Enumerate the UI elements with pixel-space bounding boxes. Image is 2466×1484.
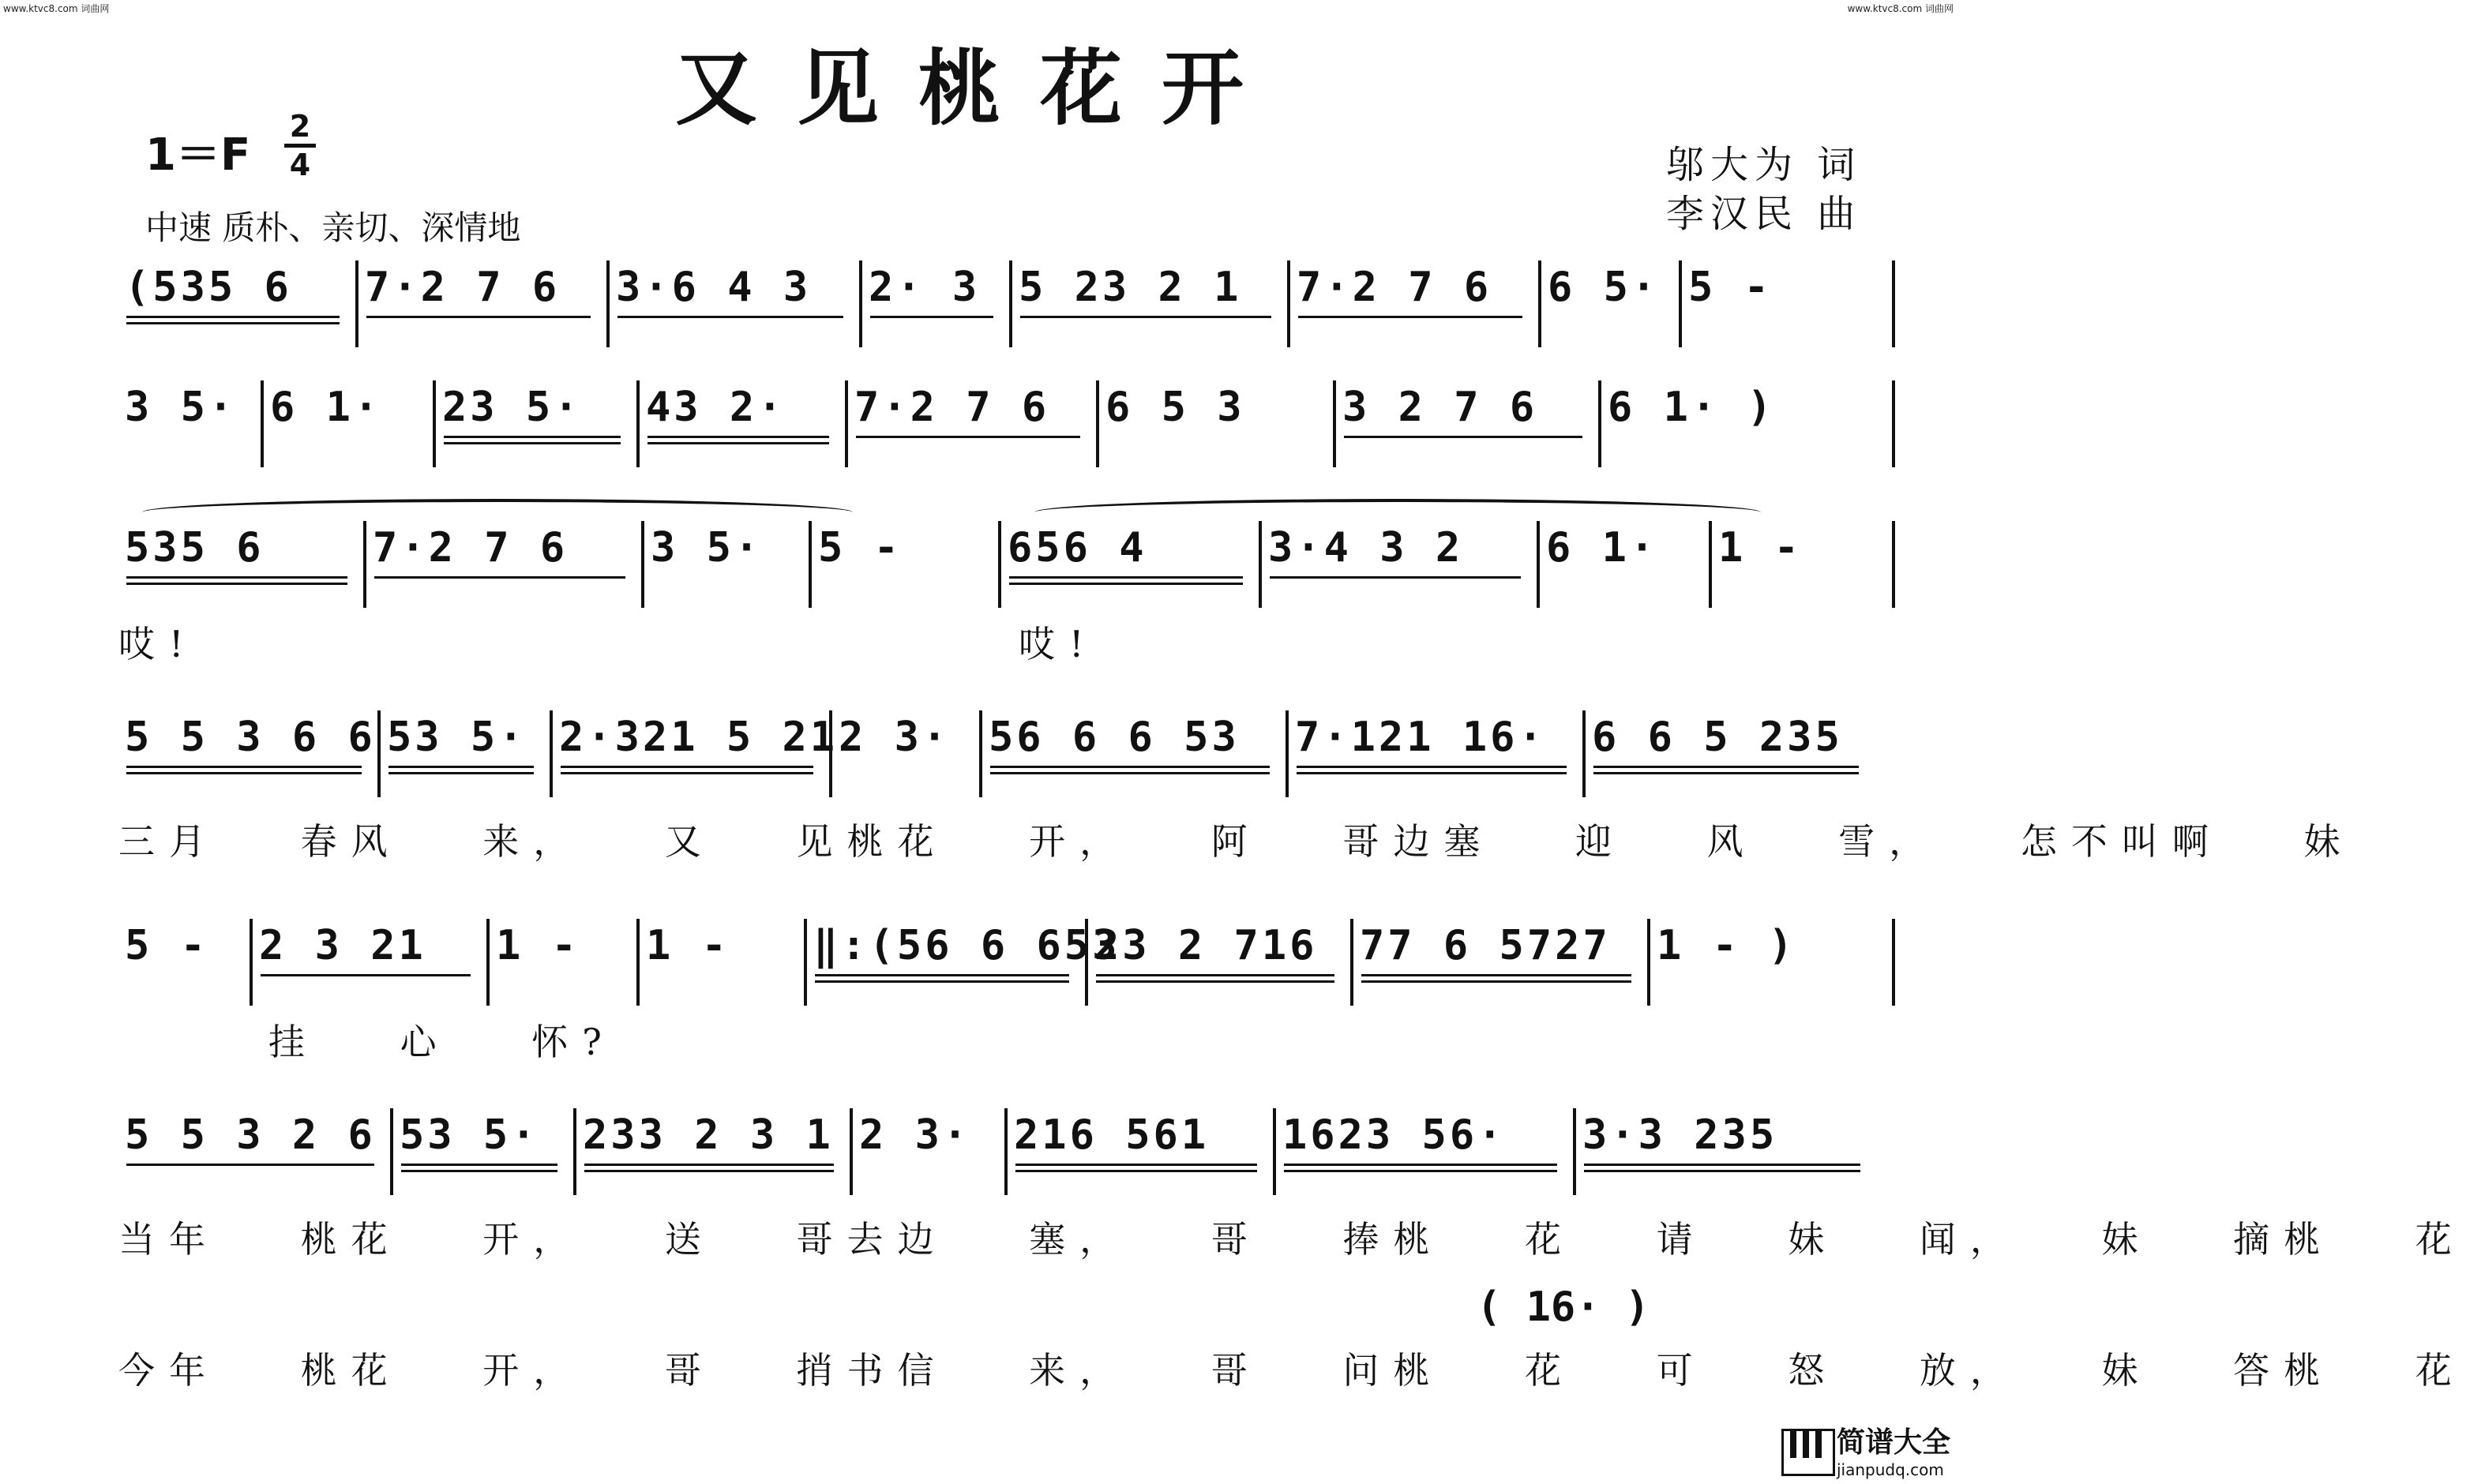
tempo-marking: 中速 质朴、亲切、深情地 <box>145 208 521 247</box>
measure: 53 5· <box>377 710 550 797</box>
score-row-6 <box>118 1108 1895 1195</box>
bar-line <box>1892 919 1895 1006</box>
measure: 7·121 16· <box>1286 710 1582 797</box>
ossia-notes: ( 16· ) <box>1477 1284 1650 1331</box>
measure: 6 1· <box>1537 521 1709 608</box>
measure: 5 5 3 6 6 <box>118 710 377 797</box>
measure: 216 561 <box>1004 1108 1273 1195</box>
measure: 7·2 7 6 <box>1287 260 1538 347</box>
measure: 56 6 6 53 <box>979 710 1286 797</box>
composer-credit: 李汉民 曲 <box>1666 192 1862 236</box>
measure: 6 6 5 235 <box>1582 710 1875 797</box>
piano-icon <box>1781 1429 1835 1476</box>
measure: 5 - <box>809 521 998 608</box>
measure: 1623 56· <box>1273 1108 1573 1195</box>
measure: 5 - <box>125 922 208 969</box>
lyric-line-2: 哎! <box>1019 623 1098 665</box>
measure: 7·2 7 6 <box>355 260 606 347</box>
measure: 3·4 3 2 <box>1259 521 1537 608</box>
measure: 23 5· <box>433 380 636 467</box>
measure: 1 - <box>486 919 636 1006</box>
measure: 656 4 <box>998 521 1259 608</box>
measure: 5 5 3 2 6 <box>118 1108 390 1195</box>
measure: 6 1· <box>261 380 433 467</box>
logo-url: jianpudq.com <box>1837 1460 1944 1479</box>
measure: 3 2 7 6 <box>1333 380 1598 467</box>
song-title: 又见桃花开 <box>674 39 1283 137</box>
key-signature: 1＝F <box>145 129 251 181</box>
watermark-left: www.ktvc8.com 词曲网 <box>3 3 110 14</box>
measure: 43 2· <box>636 380 845 467</box>
measure: 3 5· <box>125 384 237 431</box>
lyric-line-5: 当年 桃花 开， 送 哥去边 塞， 哥 捧桃 花 请 妹 闻， 妹 摘桃 花 <box>118 1218 2466 1261</box>
measure: 2 3· <box>850 1108 1004 1195</box>
measure: 2· 3 <box>859 260 1009 347</box>
measure: 3·6 4 3 <box>606 260 859 347</box>
measure: 2·321 5 21 <box>550 710 829 797</box>
measure: 3·3 235 <box>1573 1108 1876 1195</box>
measure: 7·2 7 6 <box>845 380 1096 467</box>
score-row-1 <box>118 260 1895 347</box>
measure: 5 - <box>1679 260 1876 347</box>
time-signature <box>284 111 316 181</box>
score-row-4 <box>118 710 1895 797</box>
site-logo[interactable] <box>1781 1426 1955 1481</box>
measure: 77 6 5727 <box>1350 919 1647 1006</box>
measure: 1 - <box>636 919 804 1006</box>
lyricist-credit: 邬大为 词 <box>1666 143 1862 187</box>
bar-line <box>1892 260 1895 347</box>
lyric-line-6: 今年 桃花 开， 哥 捎书信 来， 哥 问桃 花 可 怒 放， 妹 答桃 花 <box>118 1349 2466 1392</box>
measure: 3 5· <box>641 521 809 608</box>
slur <box>142 499 853 526</box>
measure: 1 - ) <box>1647 919 1876 1006</box>
lyric-line-3: 三月 春风 来， 又 见桃花 开， 阿 哥边塞 迎 风 雪， 怎不叫啊 妹 <box>118 820 2355 863</box>
lyric-line-1: 哎! <box>118 623 198 665</box>
time-signature-bottom: 4 <box>289 148 311 182</box>
logo-name: 简谱大全 <box>1837 1426 1951 1459</box>
measure: 1 - <box>1709 521 1876 608</box>
measure: 7·2 7 6 <box>363 521 641 608</box>
lyric-line-4: 挂 心 怀? <box>268 1021 616 1063</box>
measure: 2 3 21 <box>250 919 486 1006</box>
measure: 233 2 3 1 <box>573 1108 850 1195</box>
measure: 535 6 <box>118 521 363 608</box>
measure: (535 6 <box>118 260 355 347</box>
measure: 6 1· ) <box>1598 380 1875 467</box>
watermark-right: www.ktvc8.com 词曲网 <box>1847 3 1954 14</box>
bar-line <box>1892 380 1895 467</box>
measure: 23 2 716 <box>1085 919 1350 1006</box>
measure: 53 5· <box>390 1108 573 1195</box>
measure: ‖:(56 6 653 <box>804 919 1085 1006</box>
measure: 6 5· <box>1538 260 1679 347</box>
measure: 5 23 2 1 <box>1009 260 1287 347</box>
slur <box>1034 499 1761 526</box>
time-signature-top: 2 <box>289 109 311 144</box>
measure: 6 5 3 <box>1096 380 1333 467</box>
score-row-2 <box>118 380 1895 467</box>
score-row-3 <box>118 521 1895 608</box>
bar-line <box>1892 521 1895 608</box>
score-row-5 <box>118 919 1895 1006</box>
measure: 2 3· <box>829 710 979 797</box>
